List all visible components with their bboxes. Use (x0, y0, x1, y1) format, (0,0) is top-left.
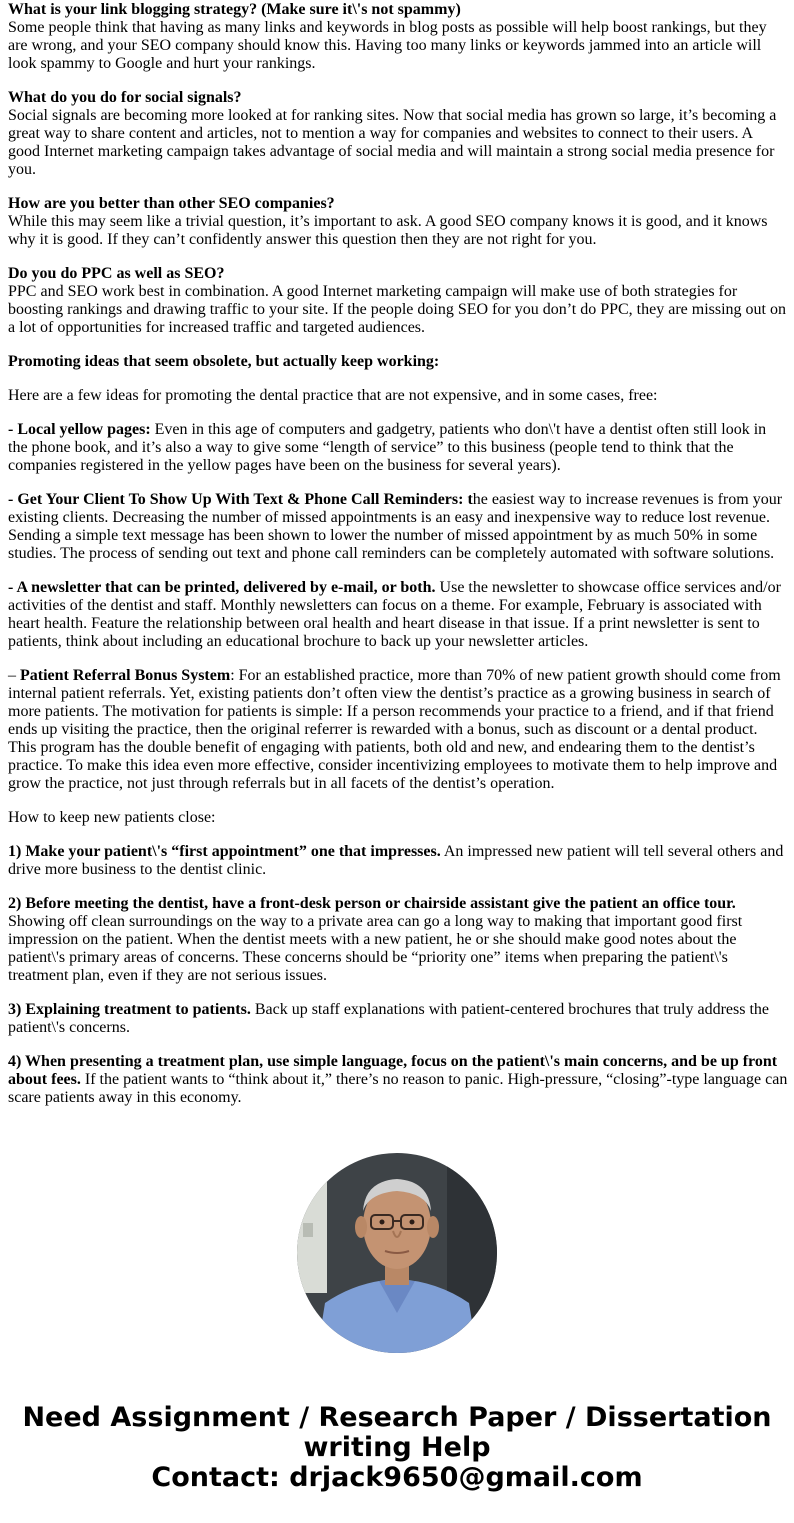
qa-question: Do you do PPC as well as SEO? (8, 265, 225, 282)
referral-lead: Patient Referral Bonus System (20, 667, 231, 684)
keep-item-text: Showing off clean surroundings on the way to a private area can go a long way to making that important good first impression on the patient. When the dentist meets with a new patient, he or she should make good notes about the patient\'s primary areas of concerns. These concerns should be “priority one” items when preparing the patient\'s treatment plan, even if they are not serious issues. (8, 913, 743, 984)
keep-item-lead: 2) Before meeting the dentist, have a front-desk person or chairside assistant give the patient an office tour. (8, 895, 736, 912)
promo-item-text: he easiest way to increase revenues is from your existing clients. Decreasing the number of missed appointments is an easy and inexpensive way to reduce lost revenue. Sending a simple text message has been shown to lower the number of missed appointment by as much 50% in some studies. The process of sending out text and phone call reminders can be completely automated with software solutions. (8, 491, 783, 562)
promo-item-yellow-pages (8, 421, 788, 475)
referral-prefix: – (8, 667, 20, 684)
referral-text: : For an established practice, more than 70% of new patient growth should come from internal patient referrals. Yet, existing patients don’t often view the dentist’s practice as a growing business in search of more patients. The motivation for patients is simple: If a person recommends your practice to a friend, and if that friend ends up visiting the practice, then the original referrer is rewarded with a bonus, such as discount or a dental product. This program has the double benefit of engaging with patients, both old and new, and endearing them to the dentist’s practice. To make this idea even more effective, consider incentivizing employees to motivate them to help improve and grow the practice, not just through referrals but in all facets of the dentist’s operation. (8, 667, 781, 792)
qa-question: What is your link blogging strategy? (Make sure it\'s not spammy) (8, 1, 461, 18)
keep-item-text: If the patient wants to “think about it,” there’s no reason to panic. High-pressure, “closing”-type language can scare patients away in this economy. (8, 1071, 788, 1106)
promo-item-text: Even in this age of computers and gadgetry, patients who don\'t have a dentist often still look in the phone book, and it’s also a way to give some “length of service” to this business (people tend to think that the companies registered in the yellow pages have been on the business for several years). (8, 421, 767, 474)
keep-item-text: Back up staff explanations with patient-centered brochures that truly address the patient\'s concerns. (8, 1001, 770, 1036)
qa-answer: Some people think that having as many links and keywords in blog posts as possible will help boost rankings, but they are wrong, and your SEO company should know this. Having too many links or keywords jammed into an article will look spammy to Google and hurt your rankings. (8, 19, 767, 72)
author-avatar (297, 1153, 497, 1353)
qa-answer: PPC and SEO work best in combination. A good Internet marketing campaign will make use of both strategies for boosting rankings and drawing traffic to your site. If the people doing SEO for you don’t do PPC, they are missing out on a lot of opportunities for increased traffic and targeted audiences. (8, 283, 786, 336)
promo-item-newsletter (8, 579, 788, 651)
keep-item-treatment-plan (8, 1053, 788, 1107)
keep-item-explaining-treatment (8, 1001, 788, 1037)
qa-answer: Social signals are becoming more looked at for ranking sites. Now that social media has grown so large, it’s becoming a great way to share content and articles, not to mention a way for companies and websites to connect to their users. A good Internet marketing campaign takes advantage of social media and will maintain a strong social media presence for you. (8, 107, 777, 178)
qa-question: How are you better than other SEO companies? (8, 195, 335, 212)
keep-item-first-appointment (8, 843, 788, 879)
qa-answer: While this may seem like a trivial question, it’s important to ask. A good SEO company knows it is good, and it knows why it is good. If they can’t confidently answer this question then they are not right for you. (8, 213, 768, 248)
keep-item-lead: 4) When presenting a treatment plan, use simple language, focus on the patient\'s main concerns, and be up front about fees. (8, 1053, 778, 1088)
qa-block-ppc-seo (8, 265, 788, 337)
promo-item-lead: - Local yellow pages: (8, 421, 151, 438)
promo-heading-text: Promoting ideas that seem obsolete, but actually keep working: (8, 353, 440, 370)
qa-question: What do you do for social signals? (8, 89, 242, 106)
author-portrait-image (297, 1153, 497, 1353)
article-body (8, 1, 788, 1123)
promo-heading (8, 353, 788, 371)
qa-block-better-than-others (8, 195, 788, 249)
keep-intro: How to keep new patients close: (8, 809, 216, 826)
footer-banner (0, 1403, 794, 1493)
referral-item (8, 667, 788, 793)
keep-item-office-tour (8, 895, 788, 985)
qa-block-link-strategy (8, 1, 788, 73)
footer-help-line: Need Assignment / Research Paper / Dissertation writing Help (22, 1402, 772, 1463)
qa-block-social-signals (8, 89, 788, 179)
promo-item-lead: - A newsletter that can be printed, delivered by e-mail, or both. (8, 579, 436, 596)
footer-contact-line: Contact: drjack9650@gmail.com (151, 1462, 643, 1493)
promo-intro: Here are a few ideas for promoting the dental practice that are not expensive, and in some cases, free: (8, 387, 658, 404)
keep-item-lead: 1) Make your patient\'s “first appointment” one that impresses. (8, 843, 441, 860)
promo-item-reminders (8, 491, 788, 563)
keep-item-lead: 3) Explaining treatment to patients. (8, 1001, 251, 1018)
promo-item-lead: - Get Your Client To Show Up With Text & Phone Call Reminders: t (8, 491, 473, 508)
promo-item-text: Use the newsletter to showcase office services and/or activities of the dentist and staff. Monthly newsletters can focus on a theme. For example, February is associated with heart health. Feature the relationship between oral health and heart disease in that issue. If a print newsletter is sent to patients, think about including an educational brochure to back up your newsletter articles. (8, 579, 781, 650)
keep-item-text: An impressed new patient will tell several others and drive more business to the dentist clinic. (8, 843, 784, 878)
